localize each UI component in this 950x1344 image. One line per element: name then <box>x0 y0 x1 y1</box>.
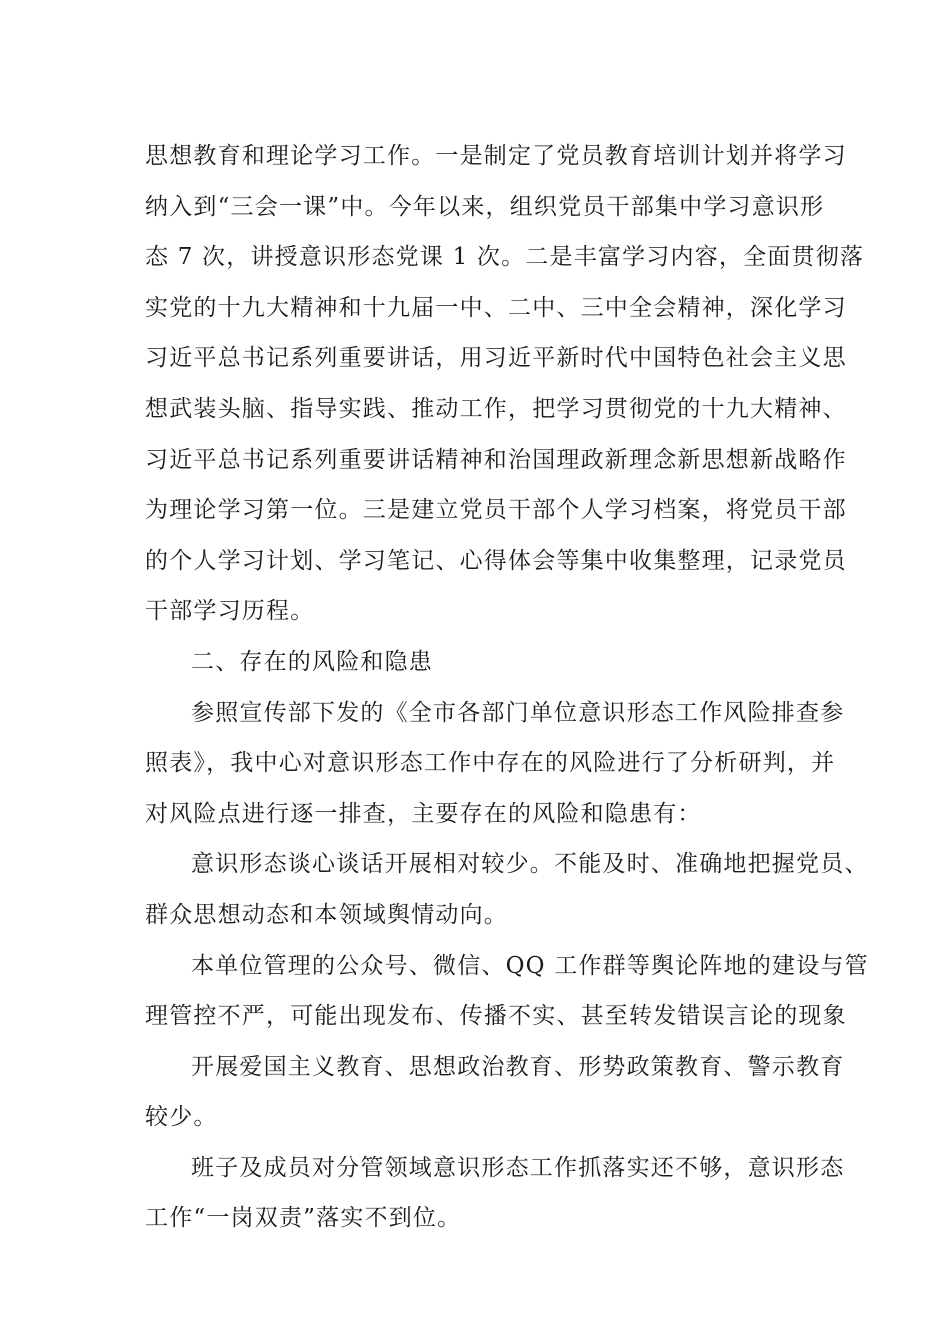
text-line: 为理论学习第一位。三是建立党员干部个人学习档案，将党员干部 <box>145 497 847 524</box>
text-line: 本单位管理的公众号、微信、QQ 工作群等舆论阵地的建设与管 <box>191 952 869 979</box>
paragraph-risk-education <box>145 1042 845 1143</box>
text-line: 的个人学习计划、学习笔记、心得体会等集中收集整理，记录党员 <box>145 547 847 574</box>
text-line: 习近平总书记系列重要讲话精神和治国理政新理念新思想新战略作 <box>145 446 847 473</box>
text-line: 想武装头脑、指导实践、推动工作，把学习贯彻党的十九大精神、 <box>145 395 847 422</box>
text-line: 群众思想动态和本领域舆情动向。 <box>145 901 508 928</box>
paragraph-risk-talks <box>145 839 869 940</box>
text-line: 参照宣传部下发的《全市各部门单位意识形态工作风险排查参 <box>191 699 845 726</box>
text-line: 工作“一岗双责”落实不到位。 <box>145 1205 462 1232</box>
text-line: 态 7 次，讲授意识形态党课 1 次。二是丰富学习内容，全面贯彻落 <box>145 244 865 271</box>
paragraph-risk-responsibility <box>145 1143 845 1244</box>
text-line: 思想教育和理论学习工作。一是制定了党员教育培训计划并将学习 <box>145 143 847 169</box>
text-line: 开展爱国主义教育、思想政治教育、形势政策教育、警示教育 <box>191 1053 845 1080</box>
text-line: 照表》，我中心对意识形态工作中存在的风险进行了分析研判，并 <box>145 750 836 777</box>
text-line: 意识形态谈心谈话开展相对较少。不能及时、准确地把握党员、 <box>191 851 869 878</box>
paragraph-risk-media <box>145 941 869 1042</box>
text-line: 干部学习历程。 <box>145 598 315 625</box>
text-line: 纳入到“三会一课”中。今年以来，组织党员干部集中学习意识形 <box>145 193 825 220</box>
text-line: 较少。 <box>145 1104 218 1131</box>
section-heading <box>145 637 810 688</box>
section-heading-text: 二、存在的风险和隐患 <box>191 648 433 675</box>
text-line: 对风险点进行逐一排查，主要存在的风险和隐患有： <box>145 800 702 827</box>
text-line: 习近平总书记系列重要讲话，用习近平新时代中国特色社会主义思 <box>145 345 847 372</box>
text-line: 班子及成员对分管领域意识形态工作抓落实还不够，意识形态 <box>191 1154 845 1181</box>
text-line: 理管控不严，可能出现发布、传播不实、甚至转发错误言论的现象 <box>145 1003 847 1030</box>
paragraph-theory-study <box>145 131 865 637</box>
document-body <box>145 131 869 1244</box>
text-line: 实党的十九大精神和十九届一中、二中、三中全会精神，深化学习 <box>145 294 847 321</box>
paragraph-risk-intro <box>145 688 845 840</box>
